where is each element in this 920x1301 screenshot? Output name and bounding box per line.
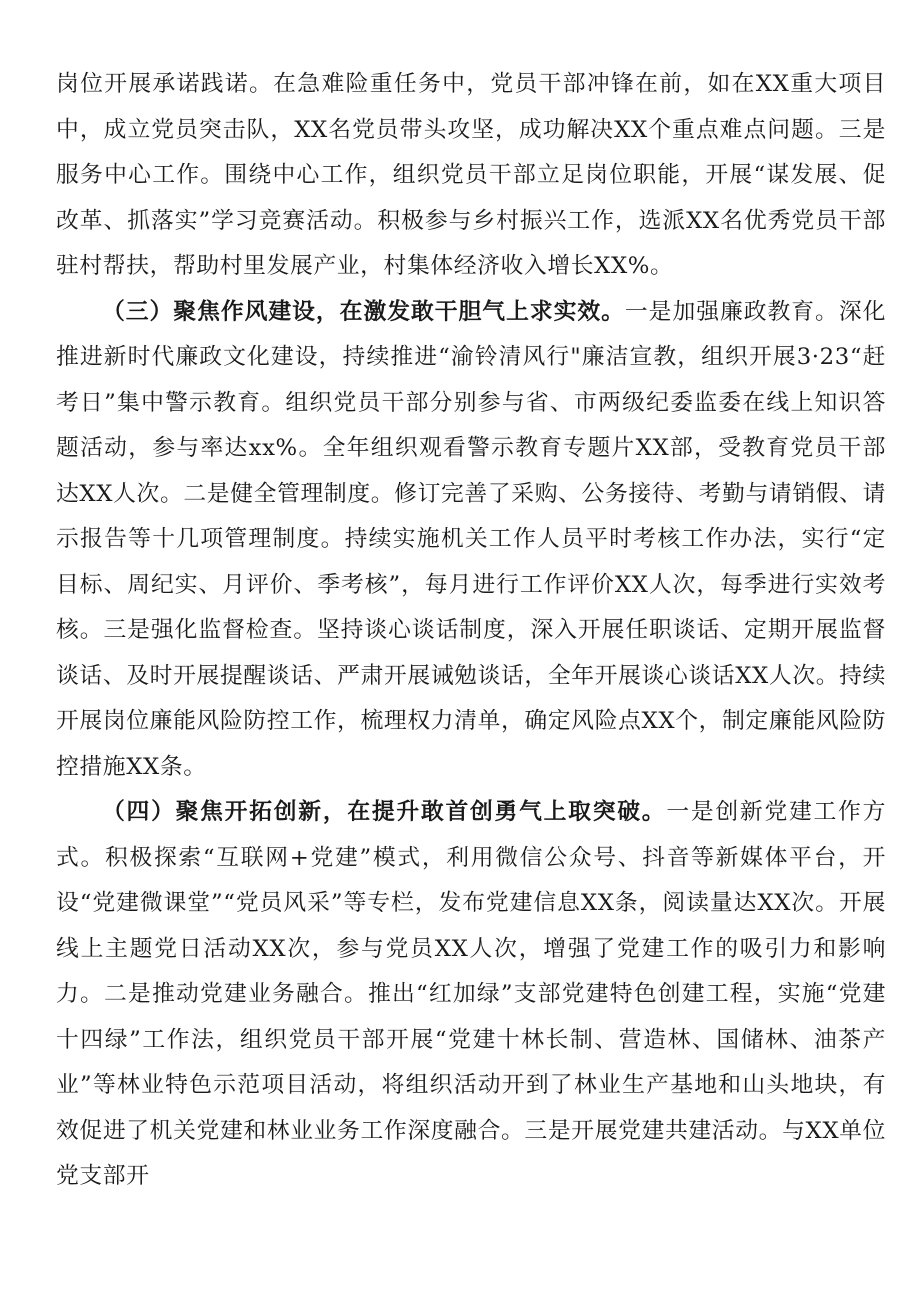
document-page bbox=[56, 62, 886, 1200]
paragraph-section-4 bbox=[56, 790, 886, 1200]
paragraph-text: 岗位开展承诺践诺。在急难险重任务中，党员干部冲锋在前，如在XX重大项目中，成立党员突击队，XX名党员带头攻坚，成功解决XX个重点难点问题。三是服务中心工作。围绕中心工作，组织党员干部立足岗位职能，开展“谋发展、促改革、抓落实”学习竞赛活动。积极参与乡村振兴工作，选派XX名优秀党员干部驻村帮扶，帮助村里发展产业，村集体经济收入增长XX%。 bbox=[56, 71, 886, 279]
paragraph-text: 一是加强廉政教育。深化推进新时代廉政文化建设，持续推进“渝铃清风行"廉洁宣教，组织开展3·23“赶考日”集中警示教育。组织党员干部分别参与省、市两级纪委监委在线上知识答题活动，参与率达xx%。全年组织观看警示教育专题片XX部，受教育党员干部达XX人次。二是健全管理制度。修订完善了采购、公务接待、考勤与请销假、请示报告等十几项管理制度。持续实施机关工作人员平时考核工作办法，实行“定目标、周纪实、月评价、季考核”，每月进行工作评价XX人次，每季进行实效考核。三是强化监督检查。坚持谈心谈话制度，深入开展任职谈话、定期开展监督谈话、及时开展提醒谈话、严肃开展诫勉谈话，全年开展谈心谈话XX人次。持续开展岗位廉能风险防控工作，梳理权力清单，确定风险点XX个，制定廉能风险防控措施XX条。 bbox=[56, 298, 886, 780]
paragraph-section-3 bbox=[56, 290, 886, 791]
paragraph-continuation bbox=[56, 62, 886, 290]
paragraph-text: 一是创新党建工作方式。积极探索“互联网+党建”模式，利用微信公众号、抖音等新媒体平台，开设“党建微课堂”“党员风采”等专栏，发布党建信息XX条，阅读量达XX次。开展线上主题党日活动XX次，参与党员XX人次，增强了党建工作的吸引力和影响力。二是推动党建业务融合。推出“红加绿”支部党建特色创建工程，实施“党建十四绿”工作法，组织党员干部开展“党建十林长制、营造林、国储林、油茶产业”等林业特色示范项目活动，将组织活动开到了林业生产基地和山头地块，有效促进了机关党建和林业业务工作深度融合。三是开展党建共建活动。与XX单位党支部开 bbox=[56, 799, 886, 1189]
section-heading: （四）聚焦开拓创新，在提升敢首创勇气上取突破。 bbox=[102, 799, 667, 825]
section-heading: （三）聚焦作风建设，在激发敢干胆气上求实效。 bbox=[102, 298, 625, 325]
